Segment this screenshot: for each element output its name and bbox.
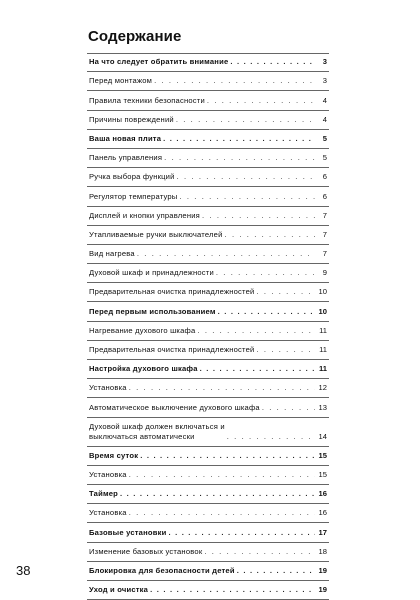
toc-entry-title: Духовой шкаф и принадлежности [89, 268, 214, 278]
toc-entry-title: Утапливаемые ручки выключателей [89, 229, 223, 239]
toc-section-entry [87, 53, 329, 72]
toc-entry [87, 398, 329, 417]
dot-leader [129, 470, 315, 480]
toc-entry-page: 12 [318, 383, 327, 393]
dot-leader [137, 249, 315, 259]
dot-leader [179, 192, 315, 202]
toc-entry-title: Настройка духового шкафа [89, 364, 198, 374]
dot-leader [227, 432, 315, 442]
toc-entry-page: 7 [322, 249, 327, 259]
toc-entry-page: 11 [319, 345, 327, 354]
toc-entry-title: Правила техники безопасности [89, 95, 205, 105]
dot-leader [164, 153, 315, 163]
toc-section-entry [87, 485, 329, 504]
dot-leader [129, 383, 315, 393]
toc-entry [87, 91, 329, 110]
toc-entry-page: 6 [322, 172, 327, 182]
toc-entry-title: Ваша новая плита [89, 133, 162, 143]
toc-entry-title: Уход и очистка [89, 585, 149, 595]
dot-leader [176, 115, 315, 125]
dot-leader [216, 268, 315, 278]
toc-entry-title: Перед первым использованием [89, 306, 216, 316]
toc-entry [87, 341, 329, 360]
toc-entry-title: Дисплей и кнопки управления [89, 210, 200, 220]
toc-entry-title: Предварительная очистка принадлежностей [89, 287, 255, 297]
dot-leader [168, 528, 315, 538]
toc-entry-title: На что следует обратить внимание [89, 57, 229, 67]
toc-entry-page: 4 [322, 95, 327, 105]
toc-entry-page: 5 [322, 133, 327, 143]
toc-entry-page: 5 [322, 153, 327, 163]
toc-entry-page: 7 [322, 210, 327, 220]
toc-entry [87, 187, 329, 206]
toc-entry-page: 13 [318, 402, 327, 412]
toc-entry-title: Блокировка для безопасности детей [89, 565, 235, 575]
toc-section-entry [87, 302, 329, 321]
toc-entry-page: 19 [318, 565, 327, 575]
toc-entry [87, 264, 329, 283]
toc-entry-page: 10 [318, 287, 327, 297]
toc-entry-title: Базовые установки [89, 527, 167, 537]
toc-entry-title: Духовой шкаф должен включаться и выключаться автоматически [89, 421, 225, 441]
dot-leader [163, 134, 315, 144]
dot-leader [262, 403, 315, 413]
toc-entry [87, 322, 329, 341]
toc-entry-page: 16 [318, 489, 327, 499]
dot-leader [120, 489, 315, 499]
toc-entry [87, 168, 329, 187]
toc-entry-page: 7 [322, 229, 327, 239]
toc-entry [87, 504, 329, 523]
toc-entry-page: 19 [318, 585, 327, 595]
toc-entry-page: 11 [318, 364, 327, 374]
toc-entry-title: Установка [89, 508, 127, 518]
toc-section-entry [87, 581, 329, 600]
toc-entry-page: 16 [318, 508, 327, 518]
toc-entry-page: 6 [322, 191, 327, 201]
toc-entry [87, 466, 329, 485]
dot-leader [129, 508, 315, 518]
dot-leader [257, 345, 316, 355]
dot-leader [150, 585, 315, 595]
toc-entry-page: 15 [318, 450, 327, 460]
dot-leader [225, 230, 315, 240]
toc-section-entry [87, 360, 329, 379]
toc-entry-title: Время суток [89, 450, 139, 460]
dot-leader [202, 211, 315, 221]
dot-leader [218, 307, 315, 317]
toc-entry-title: Перед монтажом [89, 76, 153, 86]
toc-entry-title: Изменение базовых установок [89, 546, 203, 556]
toc-entry-title: Регулятор температуры [89, 191, 178, 201]
toc-section-entry [87, 562, 329, 581]
dot-leader [140, 451, 315, 461]
toc-entry [87, 379, 329, 398]
dot-leader [197, 326, 315, 336]
toc-entry-page: 18 [318, 546, 327, 556]
toc-entry [87, 245, 329, 264]
toc-entry [87, 207, 329, 226]
dot-leader [257, 287, 316, 297]
toc-entry [87, 149, 329, 168]
page-number: 38 [16, 563, 31, 578]
toc-entry-title: Ручка выбора функций [89, 172, 175, 182]
dot-leader [200, 364, 315, 374]
toc-entry [87, 72, 329, 91]
toc-entry-page: 14 [318, 431, 327, 441]
toc-entry-title: Установка [89, 469, 127, 479]
toc-entry [87, 418, 329, 447]
dot-leader [230, 57, 315, 67]
toc-entry-title: Вид нагрева [89, 249, 135, 259]
toc-entry-title: Нагревание духового шкафа [89, 325, 196, 335]
toc-entry-title: Установка [89, 383, 127, 393]
toc-entry-page: 11 [319, 325, 327, 335]
toc-entry-title: Причины повреждений [89, 114, 174, 124]
toc-entry-page: 10 [318, 306, 327, 316]
toc-section-entry [87, 447, 329, 466]
toc-entry-page: 15 [318, 469, 327, 479]
page-title: Содержание [88, 28, 182, 45]
toc-entry-title: Автоматическое выключение духового шкафа [89, 402, 260, 412]
dot-leader [177, 172, 315, 182]
toc-entry [87, 111, 329, 130]
toc-section-entry [87, 130, 329, 149]
toc-entry-title: Предварительная очистка принадлежностей [89, 345, 255, 354]
toc-entry-page: 17 [318, 527, 327, 537]
toc-entry-title: Таймер [89, 489, 119, 499]
dot-leader [204, 547, 315, 557]
toc-entry-page: 3 [322, 76, 327, 86]
dot-leader [207, 96, 315, 106]
toc-entry-title: Панель управления [89, 153, 163, 163]
table-of-contents [87, 53, 329, 600]
toc-section-entry [87, 523, 329, 542]
toc-entry [87, 283, 329, 302]
dot-leader [154, 76, 315, 86]
toc-entry [87, 226, 329, 245]
toc-entry-page: 9 [322, 268, 327, 278]
toc-entry [87, 543, 329, 562]
dot-leader [237, 566, 315, 576]
toc-entry-page: 4 [322, 114, 327, 124]
toc-entry-page: 3 [322, 57, 327, 67]
